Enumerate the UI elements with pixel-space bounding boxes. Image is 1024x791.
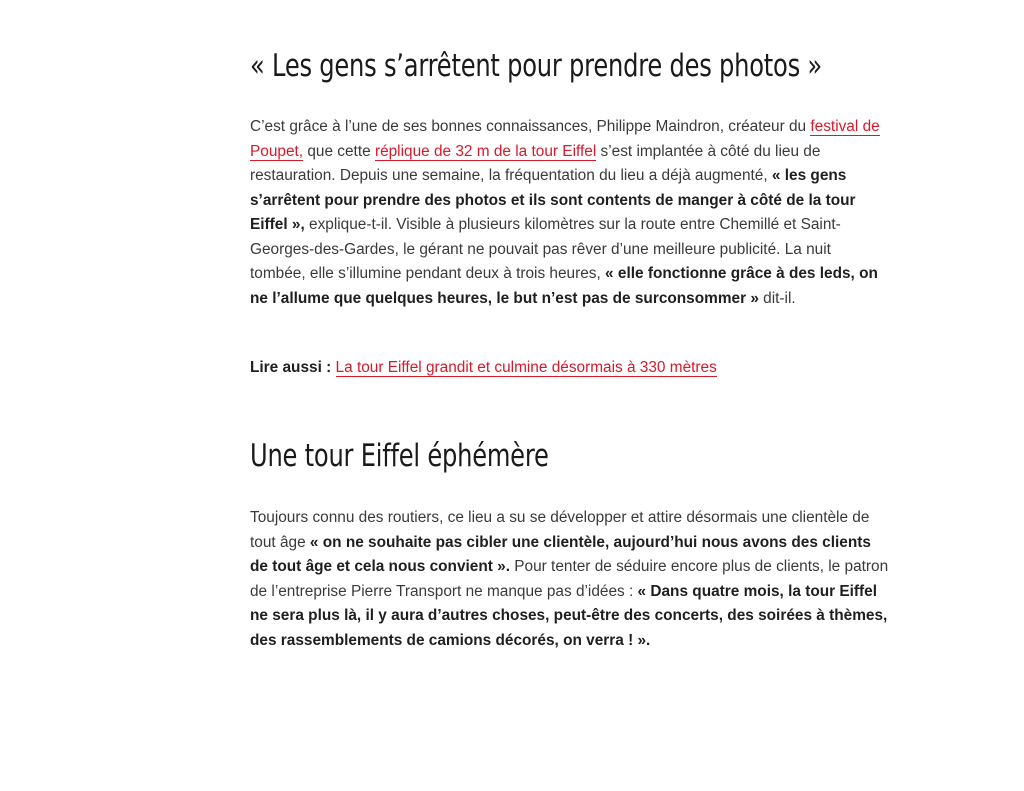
paragraph-text: s’est implantée à côté du lieu de restauration. Depuis une semaine, la fréquentation du lieu a déjà augmenté, [250, 142, 821, 184]
paragraph-text: explique-t-il. Visible à plusieurs kilomètres sur la route entre Chemillé et Saint-Georges-des-Gardes, le gérant ne pouvait pas rêver d’une meilleure publicité. La nuit tombée, elle s’illumine pendant deux à trois heures, [250, 216, 841, 282]
quote-bold: « Dans quatre mois, la tour Eiffel ne sera plus là, il y aura d’autres choses, peut-être des concerts, des soirées à thèmes, des rassemblements de camions décorés, on verra ! ». [250, 582, 888, 649]
festival-poupet-link[interactable]: festival de Poupet, [250, 118, 880, 160]
paragraph-text: dit-il. [758, 289, 796, 307]
paragraph-clientele [250, 506, 890, 653]
paragraph-text: que cette [303, 142, 375, 160]
quote-bold: « on ne souhaite pas cibler une clientèle, aujourd’hui nous avons des clients de tout âge et cela nous convient ». [250, 533, 871, 575]
paragraph-text: Pour tenter de séduire encore plus de clients, le patron de l’entreprise Pierre Transport ne manque pas d’idées : [250, 558, 889, 600]
paragraph-text: Toujours connu des routiers, ce lieu a su se développer et attire désormais une clientèle de tout âge [250, 509, 870, 551]
read-also [250, 356, 890, 381]
paragraph-restaurant [250, 115, 890, 311]
quote-bold: « elle fonctionne grâce à des leds, on ne l’allume que quelques heures, le but n’est pas de surconsommer » [250, 265, 878, 307]
replica-tour-eiffel-link[interactable]: réplique de 32 m de la tour Eiffel [374, 142, 597, 160]
section-heading-ephemere: Une tour Eiffel éphémère [250, 438, 549, 474]
read-also-link[interactable]: La tour Eiffel grandit et culmine désormais à 330 mètres [335, 359, 717, 376]
read-also-label: Lire aussi : [250, 359, 332, 376]
paragraph-text: C’est grâce à l’une de ses bonnes connaissances, Philippe Maindron, créateur du [250, 118, 811, 135]
section-heading-photos: « Les gens s’arrêtent pour prendre des photos » [250, 48, 822, 84]
quote-bold: « les gens s’arrêtent pour prendre des photos et ils sont contents de manger à côté de la tour Eiffel », [250, 167, 856, 233]
